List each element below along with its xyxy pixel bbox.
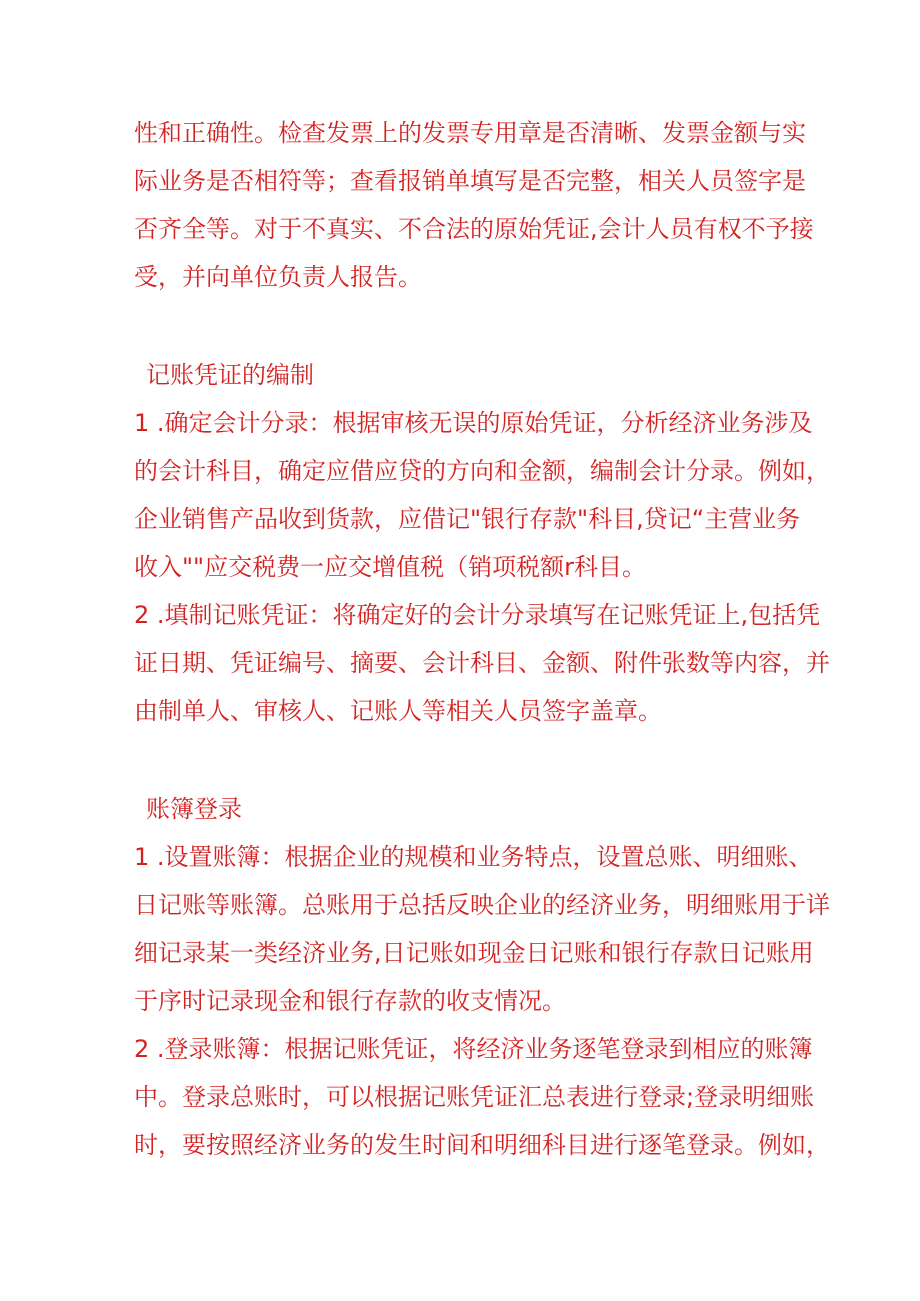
- list-item-line: 的会计科目，确定应借应贷的方向和金额，编制会计分录。例如，: [134, 457, 830, 485]
- list-item-line: 1 .确定会计分录：根据审核无误的原始凭证，分析经济业务涉及: [134, 409, 813, 437]
- list-item-line: 中。登录总账时，可以根据记账凭证汇总表进行登录;登录明细账: [134, 1083, 815, 1111]
- list-item-line: 证日期、凭证编号、摘要、会计科目、金额、附件张数等内容，并: [134, 649, 830, 677]
- paragraph-line: 际业务是否相符等；查看报销单填写是否完整，相关人员签字是: [134, 167, 806, 195]
- list-item-line: 企业销售产品收到货款，应借记"银行存款"科目,贷记“主营业务: [134, 505, 801, 533]
- section-heading-voucher: 记账凭证的编制: [146, 361, 314, 389]
- list-item-line: 2 .填制记账凭证：将确定好的会计分录填写在记账凭证上,包括凭: [134, 601, 821, 629]
- list-item-line: 于序时记录现金和银行存款的收支情况。: [134, 987, 566, 1015]
- list-item-line: 1 .设置账簿：根据企业的规模和业务特点，设置总账、明细账、: [134, 843, 813, 871]
- paragraph-line: 性和正确性。检查发票上的发票专用章是否清晰、发票金额与实: [134, 119, 806, 147]
- section-heading-ledger: 账簿登录: [146, 795, 242, 823]
- list-item-line: 收入""应交税费一应交增值税（销项税额r科目。: [134, 553, 646, 581]
- list-item-line: 时，要按照经济业务的发生时间和明细科目进行逐笔登录。例如，: [134, 1131, 830, 1159]
- list-item-line: 由制单人、审核人、记账人等相关人员签字盖章。: [134, 697, 662, 725]
- list-item-line: 日记账等账簿。总账用于总括反映企业的经济业务，明细账用于详: [134, 891, 830, 919]
- list-item-line: 2 .登录账簿：根据记账凭证，将经济业务逐笔登录到相应的账簿: [134, 1035, 813, 1063]
- list-item-line: 细记录某一类经济业务,日记账如现金日记账和银行存款日记账用: [134, 939, 814, 967]
- paragraph-line: 受，并向单位负责人报告。: [134, 263, 422, 291]
- paragraph-line: 否齐全等。对于不真实、不合法的原始凭证,会计人员有权不予接: [134, 215, 814, 243]
